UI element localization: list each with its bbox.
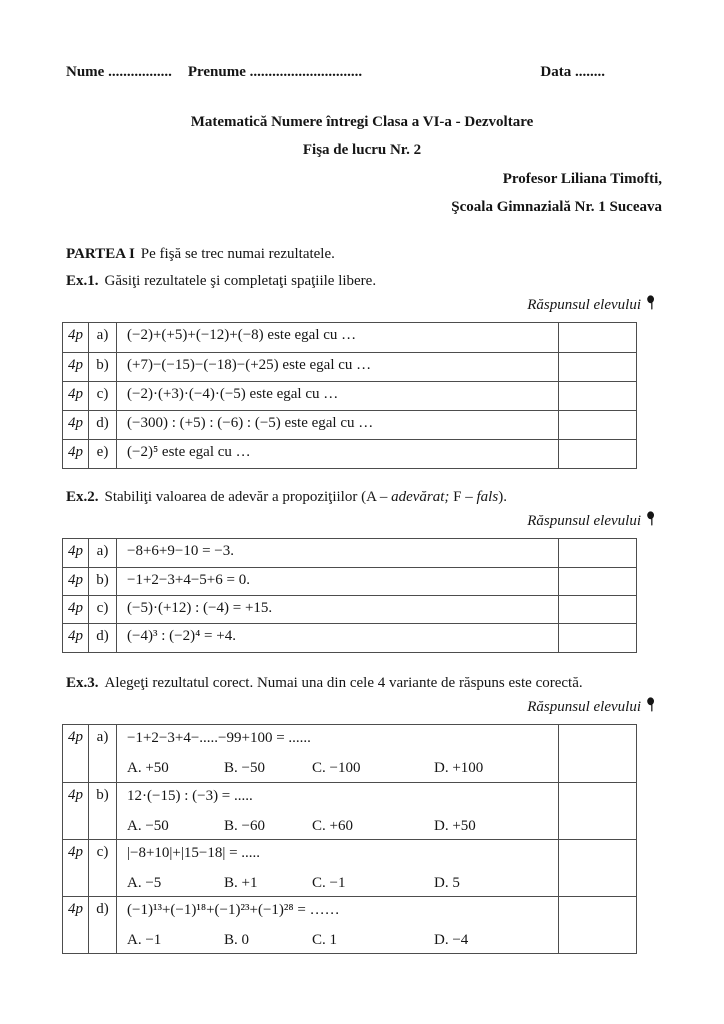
question-expression: |−8+10|+|15−18| = ..... — [127, 845, 261, 861]
expression-cell: (−2)·(+3)·(−4)·(−5) este egal cu … — [117, 382, 559, 410]
answer-blank-cell — [559, 539, 636, 567]
answer-caption-text: Răspunsul elevului — [527, 297, 641, 313]
ex3-heading — [66, 674, 662, 693]
letter-cell: c) — [89, 840, 117, 896]
points-cell: 4p — [63, 411, 89, 439]
school-name: Şcoala Gimnazială Nr. 1 Suceava — [451, 199, 662, 215]
ex2-text-mid: F – — [449, 489, 477, 505]
ex1-row-c — [63, 381, 636, 410]
part1-heading — [66, 245, 662, 264]
option-a: A. −5 — [127, 875, 162, 891]
ex2-text-suffix: ). — [498, 489, 507, 505]
answer-options — [127, 817, 558, 836]
points-cell: 4p — [63, 897, 89, 953]
answer-caption-text: Răspunsul elevului — [527, 513, 641, 529]
expression-cell — [117, 725, 559, 782]
answer-blank-cell — [559, 568, 636, 595]
option-c: C. −100 — [312, 760, 361, 776]
letter-cell: d) — [89, 411, 117, 439]
ex1-row-d — [63, 410, 636, 439]
question-expression: (−1)¹³+(−1)¹⁸+(−1)²³+(−1)²⁸ = …… — [127, 902, 340, 918]
professor-name: Profesor Liliana Timofti, — [502, 171, 662, 187]
answer-blank-cell — [559, 440, 636, 468]
option-a: A. +50 — [127, 760, 169, 776]
option-b: B. −60 — [224, 818, 265, 834]
answer-caption — [62, 697, 656, 717]
letter-cell: c) — [89, 382, 117, 410]
ex3-row-d — [63, 896, 636, 953]
option-d: D. −4 — [434, 932, 469, 948]
letter-cell: b) — [89, 783, 117, 839]
part1-text: Pe fişă se trec numai rezultatele. — [140, 246, 335, 262]
true-word-italic: adevărat; — [391, 489, 450, 505]
option-d: D. +50 — [434, 818, 476, 834]
worksheet-subtitle: Fişa de lucru Nr. 2 — [302, 142, 422, 158]
answer-caption — [62, 511, 656, 531]
question-expression: 12·(−15) : (−3) = ..... — [127, 788, 253, 804]
header-fill-line — [66, 63, 662, 81]
answer-blank-cell — [559, 411, 636, 439]
false-word-italic: fals — [476, 489, 499, 505]
ex2-row-b — [63, 567, 636, 595]
ex3-text: Alegeţi rezultatul corect. Numai una din cele 4 variante de răspuns este corectă. — [104, 675, 583, 691]
points-cell: 4p — [63, 353, 89, 381]
question-expression: −1+2−3+4−.....−99+100 = ...... — [127, 730, 311, 746]
points-cell: 4p — [63, 568, 89, 595]
points-cell: 4p — [63, 783, 89, 839]
letter-cell: b) — [89, 353, 117, 381]
points-cell: 4p — [63, 382, 89, 410]
option-b: B. −50 — [224, 760, 265, 776]
firstname-field-label: Prenume .............................. — [187, 64, 363, 80]
option-c: C. 1 — [312, 932, 338, 948]
expression-cell: (−300) : (+5) : (−6) : (−5) este egal cu … — [117, 411, 559, 439]
expression-cell: (−2)⁵ este egal cu … — [117, 440, 559, 468]
points-cell: 4p — [63, 725, 89, 782]
points-cell: 4p — [63, 596, 89, 623]
date-field-label: Data ........ — [540, 64, 605, 80]
ex3-table — [62, 724, 637, 954]
answer-blank-cell — [559, 624, 636, 652]
points-cell: 4p — [63, 440, 89, 468]
pin-icon — [646, 511, 656, 527]
option-d: D. 5 — [434, 875, 460, 891]
option-b: B. 0 — [224, 932, 250, 948]
answer-options — [127, 759, 558, 778]
expression-cell: (−2)+(+5)+(−12)+(−8) este egal cu … — [117, 323, 559, 352]
points-cell: 4p — [63, 624, 89, 652]
ex3-row-a — [63, 725, 636, 782]
letter-cell: c) — [89, 596, 117, 623]
ex2-heading — [66, 488, 662, 507]
option-a: A. −1 — [127, 932, 162, 948]
letter-cell: e) — [89, 440, 117, 468]
ex2-text-prefix: Stabiliţi valoarea de adevăr a propoziţiilor (A – — [104, 489, 392, 505]
answer-blank-cell — [559, 840, 636, 896]
ex1-row-b — [63, 352, 636, 381]
letter-cell: a) — [89, 539, 117, 567]
expression-cell — [117, 840, 559, 896]
pin-icon — [646, 697, 656, 713]
answer-blank-cell — [559, 725, 636, 782]
pin-icon — [646, 295, 656, 311]
ex3-row-c — [63, 839, 636, 896]
letter-cell: d) — [89, 624, 117, 652]
answer-blank-cell — [559, 596, 636, 623]
ex1-row-e — [63, 439, 636, 468]
ex1-row-a — [63, 323, 636, 352]
answer-blank-cell — [559, 897, 636, 953]
points-cell: 4p — [63, 323, 89, 352]
answer-options — [127, 931, 558, 950]
points-cell: 4p — [63, 539, 89, 567]
letter-cell: a) — [89, 725, 117, 782]
ex1-table — [62, 322, 637, 469]
ex1-text: Găsiţi rezultatele şi completaţi spaţiile libere. — [104, 273, 377, 289]
letter-cell: a) — [89, 323, 117, 352]
answer-caption-text: Răspunsul elevului — [527, 699, 641, 715]
expression-cell: (+7)−(−15)−(−18)−(+25) este egal cu … — [117, 353, 559, 381]
ex2-row-d — [63, 623, 636, 652]
ex1-heading — [66, 272, 662, 291]
ex2-table — [62, 538, 637, 653]
letter-cell: b) — [89, 568, 117, 595]
expression-cell: −8+6+9−10 = −3. — [117, 539, 559, 567]
ex3-row-b — [63, 782, 636, 839]
expression-cell: −1+2−3+4−5+6 = 0. — [117, 568, 559, 595]
points-cell: 4p — [63, 840, 89, 896]
option-a: A. −50 — [127, 818, 169, 834]
option-b: B. +1 — [224, 875, 258, 891]
answer-caption — [62, 295, 656, 315]
answer-blank-cell — [559, 353, 636, 381]
expression-cell: (−4)³ : (−2)⁴ = +4. — [117, 624, 559, 652]
option-c: C. −1 — [312, 875, 346, 891]
option-c: C. +60 — [312, 818, 353, 834]
answer-blank-cell — [559, 323, 636, 352]
name-field-label: Nume ................. — [66, 64, 172, 80]
answer-blank-cell — [559, 783, 636, 839]
ex2-row-a — [63, 539, 636, 567]
expression-cell — [117, 897, 559, 953]
letter-cell: d) — [89, 897, 117, 953]
worksheet-title: Matematică Numere întregi Clasa a VI-a - Dezvoltare — [190, 114, 534, 130]
ex2-label: Ex.2. — [66, 489, 99, 505]
expression-cell: (−5)·(+12) : (−4) = +15. — [117, 596, 559, 623]
part1-label: PARTEA I — [66, 246, 135, 262]
ex2-row-c — [63, 595, 636, 623]
answer-blank-cell — [559, 382, 636, 410]
answer-options — [127, 874, 558, 893]
expression-cell — [117, 783, 559, 839]
option-d: D. +100 — [434, 760, 484, 776]
ex1-label: Ex.1. — [66, 273, 99, 289]
ex3-label: Ex.3. — [66, 675, 99, 691]
